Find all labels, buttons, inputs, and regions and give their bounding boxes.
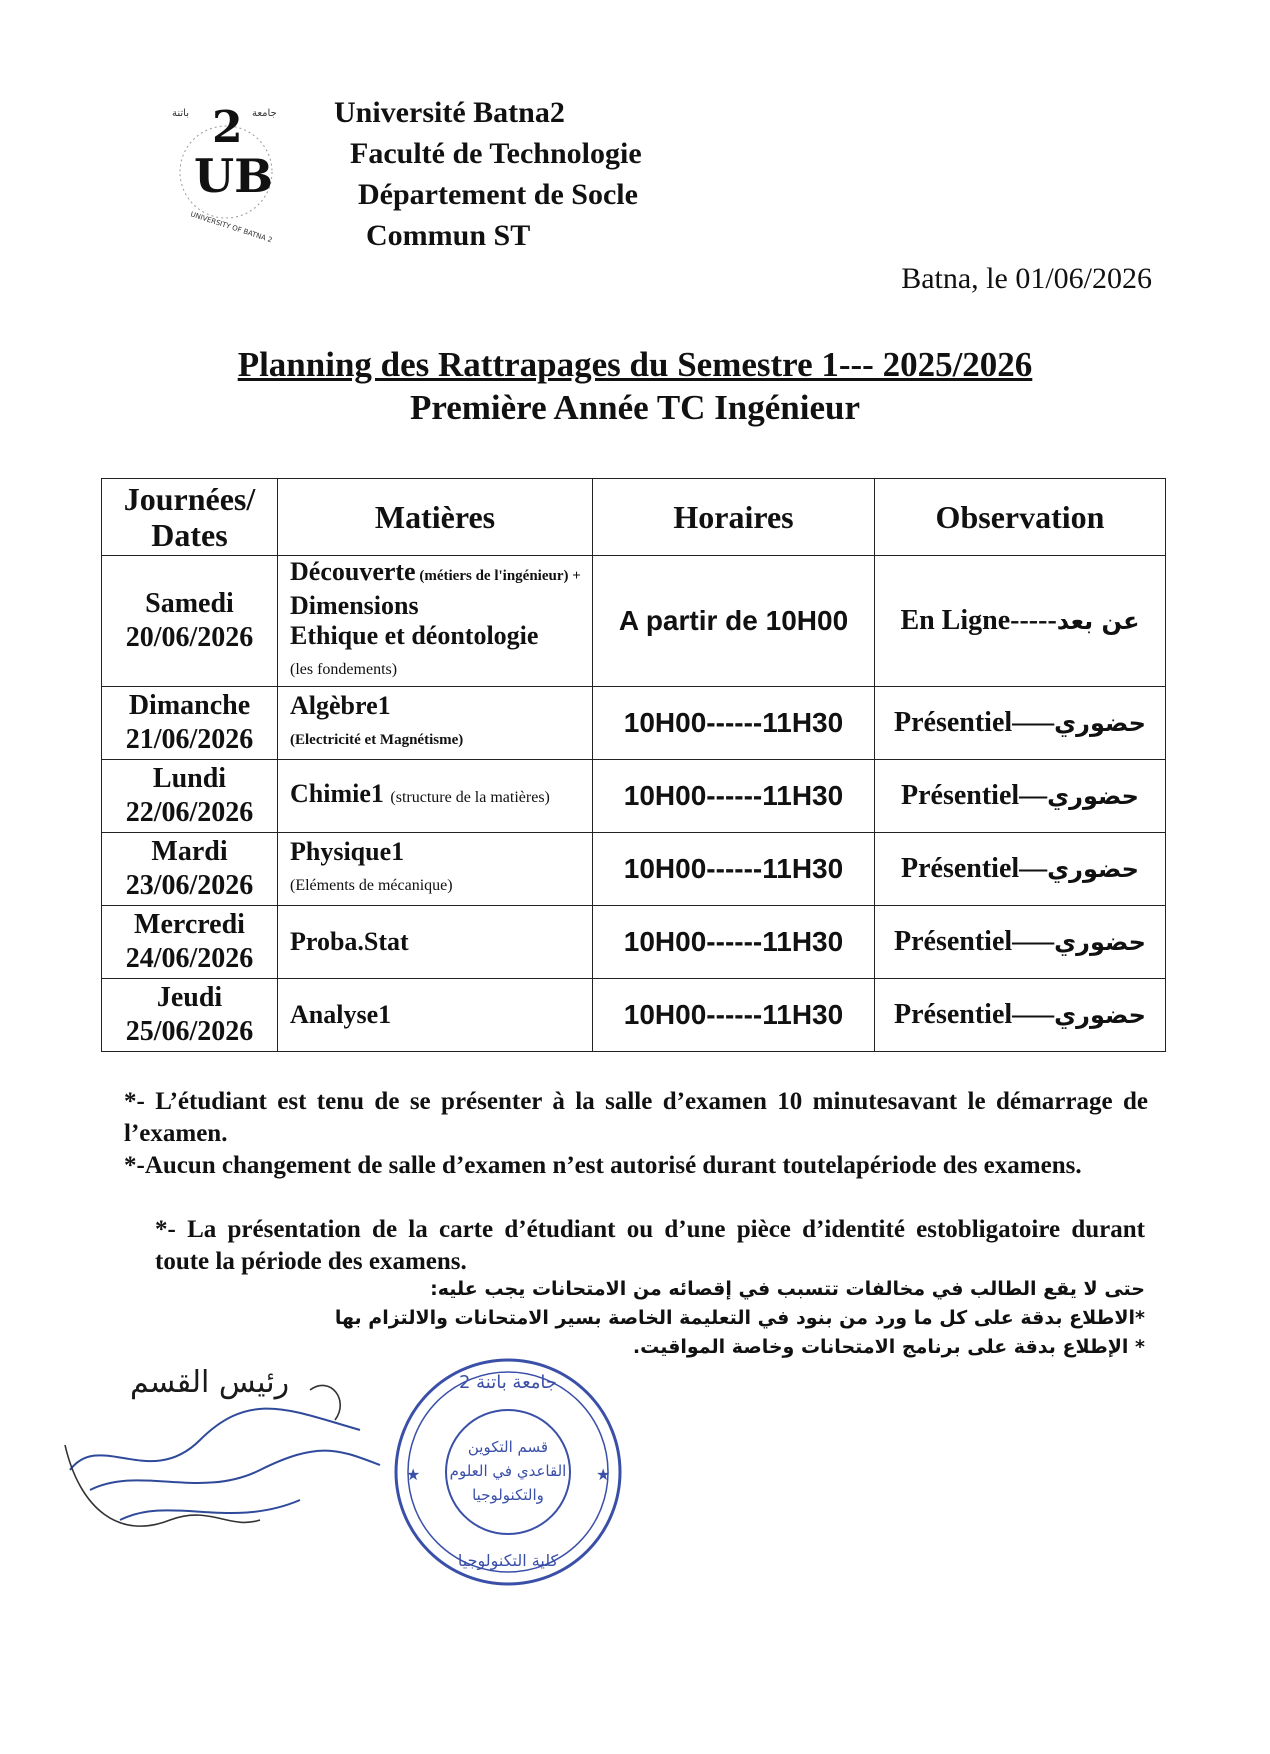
rule-note-arrival: *- L’étudiant est tenu de se présenter à la salle d’examen 10 minutesavant le démarrage de l’examen. <box>124 1088 1148 1147</box>
observation-cell: Présentiel—–حضوري <box>875 906 1166 979</box>
subject-cell: Algèbre1 (Electricité et Magnétisme) <box>278 687 593 760</box>
svg-text:القاعدي في العلوم: القاعدي في العلوم <box>449 1462 567 1480</box>
exam-schedule-table <box>101 478 1166 1052</box>
subject-cell: Analyse1 <box>278 979 593 1052</box>
subject-cell: Physique1 (Eléments de mécanique) <box>278 833 593 906</box>
time-cell: 10H00------11H30 <box>593 760 875 833</box>
svg-text:★: ★ <box>406 1465 421 1484</box>
subject-cell: Proba.Stat <box>278 906 593 979</box>
svg-text:باتنة: باتنة <box>172 108 189 119</box>
table-row <box>102 833 1166 906</box>
time-cell: 10H00------11H30 <box>593 687 875 760</box>
svg-text:UB: UB <box>194 149 273 203</box>
document-date: Batna, le 01/06/2026 <box>901 262 1152 295</box>
header-subjects: Matières <box>278 479 593 556</box>
university-name: Université Batna2 <box>334 96 565 129</box>
rule-note-room-change: *-Aucun changement de salle d’examen n’est autorisé durant toutelapériode des examens. <box>124 1152 1082 1179</box>
day-cell: Mercredi 24/06/2026 <box>102 906 278 979</box>
header-times: Horaires <box>593 479 875 556</box>
table-row <box>102 906 1166 979</box>
official-stamp <box>388 1352 628 1592</box>
observation-cell: En Ligne-----عن بعد <box>875 556 1166 687</box>
arabic-note-schedule: * الإطلاع بدقة على برنامج الامتحانات وخاصة المواقيت. <box>632 1336 1145 1358</box>
day-cell: Dimanche 21/06/2026 <box>102 687 278 760</box>
svg-text:جامعة: جامعة <box>252 108 277 119</box>
day-cell: Samedi 20/06/2026 <box>102 556 278 687</box>
svg-text:كلية التكنولوجيا: كلية التكنولوجيا <box>457 1551 559 1570</box>
page-title: Planning des Rattrapages du Semestre 1--- 2025/2026 <box>237 345 1033 384</box>
table-header-row <box>102 479 1166 556</box>
svg-text:قسم التكوين: قسم التكوين <box>467 1438 549 1456</box>
time-cell: A partir de 10H00 <box>593 556 875 687</box>
department-name: Département de Socle <box>358 178 638 211</box>
department-name-cont: Commun ST <box>366 219 531 252</box>
header-days: Journées/ Dates <box>102 479 278 556</box>
university-logo <box>172 100 292 245</box>
observation-cell: Présentiel—حضوري <box>875 833 1166 906</box>
svg-text:2: 2 <box>212 102 243 153</box>
svg-text:جامعة باتنة 2: جامعة باتنة 2 <box>458 1372 558 1393</box>
header-observation: Observation <box>875 479 1166 556</box>
time-cell: 10H00------11H30 <box>593 833 875 906</box>
day-cell: Jeudi 25/06/2026 <box>102 979 278 1052</box>
subject-cell: Chimie1 (structure de la matières) <box>278 760 593 833</box>
svg-text:والتكنولوجيا: والتكنولوجيا <box>472 1486 544 1504</box>
observation-cell: Présentiel—–حضوري <box>875 979 1166 1052</box>
arabic-note-rules: *الاطلاع بدقة على كل ما ورد من بنود في التعليمة الخاصة بسير الامتحانات والالتزام بها <box>334 1307 1145 1329</box>
time-cell: 10H00------11H30 <box>593 979 875 1052</box>
table-row <box>102 979 1166 1052</box>
observation-cell: Présentiel—حضوري <box>875 760 1166 833</box>
table-row <box>102 687 1166 760</box>
table-row <box>102 556 1166 687</box>
svg-text:UNIVERSITY OF BATNA 2: UNIVERSITY OF BATNA 2 <box>189 210 274 245</box>
day-cell: Lundi 22/06/2026 <box>102 760 278 833</box>
faculty-name: Faculté de Technologie <box>350 137 642 170</box>
rule-note-id-card: *- La présentation de la carte d’étudiant ou d’une pièce d’identité estobligatoire durant toute la période des examens. <box>155 1216 1145 1275</box>
table-row <box>102 760 1166 833</box>
page-subtitle: Première Année TC Ingénieur <box>409 388 861 427</box>
time-cell: 10H00------11H30 <box>593 906 875 979</box>
observation-cell: Présentiel—–حضوري <box>875 687 1166 760</box>
arabic-note-intro: حتى لا يقع الطالب في مخالفات تتسبب في إقصائه من الامتحانات يجب عليه: <box>430 1278 1145 1300</box>
subject-cell: Découverte (métiers de l'ingénieur) + Dimensions Ethique et déontologie (les fondements) <box>278 556 593 687</box>
day-cell: Mardi 23/06/2026 <box>102 833 278 906</box>
department-head-title: رئيس القسم <box>130 1365 290 1400</box>
svg-text:★: ★ <box>596 1465 611 1484</box>
